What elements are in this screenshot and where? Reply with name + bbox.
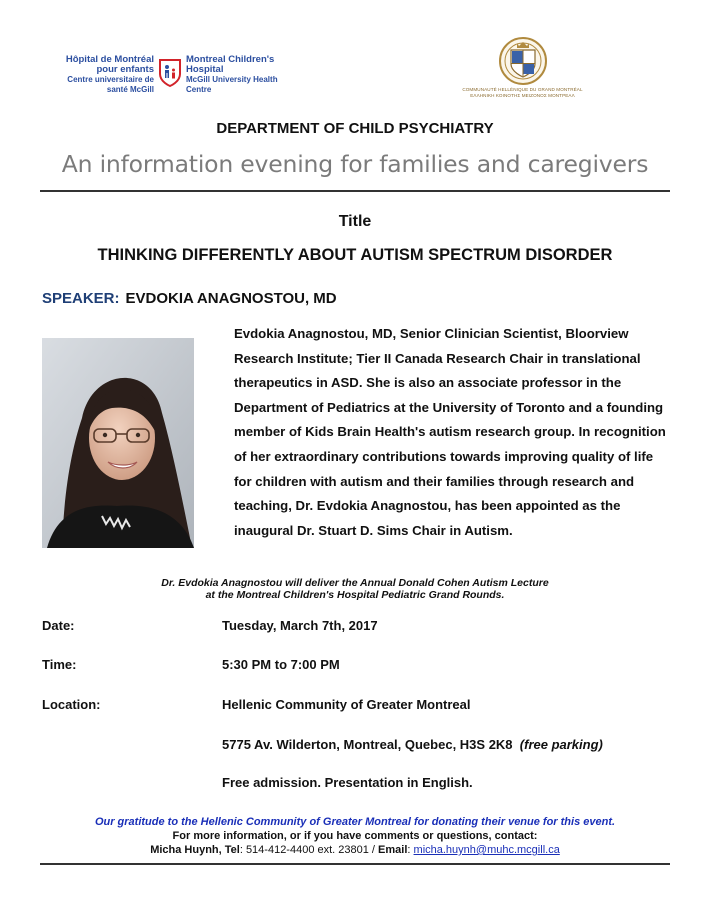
email-sep: : bbox=[407, 844, 414, 856]
email-label: Email bbox=[378, 844, 408, 856]
hellenic-logo-text-line1: COMMUNAUTÉ HELLÉNIQUE DU GRAND MONTRÉAL bbox=[462, 87, 583, 92]
event-subtitle: An information evening for families and caregivers bbox=[61, 150, 649, 178]
hospital-name-fr-text: Hôpital de Montréal pour enfants bbox=[65, 54, 154, 75]
gratitude-note: Our gratitude to the Hellenic Community of Greater Montreal for donating their venue for this event. bbox=[94, 816, 616, 828]
speaker-line bbox=[42, 290, 337, 307]
time-label: Time: bbox=[42, 657, 77, 672]
contact-tel: : 514-412-4400 ext. 23801 / bbox=[239, 844, 379, 856]
contact-name: Micha Huynh, Tel bbox=[150, 844, 240, 856]
top-divider bbox=[40, 190, 670, 192]
location-label: Location: bbox=[42, 697, 101, 712]
talk-title: THINKING DIFFERENTLY ABOUT AUTISM SPECTRUM DISORDER bbox=[97, 246, 613, 264]
date-value: Tuesday, March 7th, 2017 bbox=[222, 618, 378, 633]
title-label: Title bbox=[338, 213, 372, 230]
hospital-logo bbox=[62, 55, 292, 105]
lecture-note-line2: at the Montreal Children's Hospital Pediatric Grand Rounds. bbox=[205, 589, 505, 601]
hellenic-crest-icon bbox=[498, 36, 548, 86]
lecture-note bbox=[0, 577, 710, 601]
contact-line bbox=[0, 844, 710, 856]
address-text: 5775 Av. Wilderton, Montreal, Quebec, H3S 2K8 bbox=[222, 737, 513, 752]
hospital-sub-fr-text: Centre universitaire de santé McGill bbox=[67, 75, 154, 94]
contact-email-link[interactable]: micha.huynh@muhc.mcgill.ca bbox=[413, 844, 560, 856]
hospital-name-en-text: Montreal Children's Hospital bbox=[186, 54, 275, 75]
hellenic-logo-text bbox=[455, 87, 590, 99]
parking-note: (free parking) bbox=[519, 737, 603, 752]
time-value: 5:30 PM to 7:00 PM bbox=[222, 657, 340, 672]
department-title: DEPARTMENT OF CHILD PSYCHIATRY bbox=[216, 120, 494, 137]
admission-note: Free admission. Presentation in English. bbox=[222, 775, 473, 790]
bottom-divider bbox=[40, 863, 670, 865]
speaker-photo bbox=[42, 338, 194, 548]
speaker-portrait-image bbox=[42, 338, 194, 548]
lecture-note-line1: Dr. Evdokia Anagnostou will deliver the Annual Donald Cohen Autism Lecture bbox=[161, 577, 549, 589]
hospital-name-en bbox=[186, 55, 296, 95]
speaker-name: EVDOKIA ANAGNOSTOU, MD bbox=[125, 290, 337, 307]
location-address bbox=[222, 737, 603, 752]
speaker-label: SPEAKER: bbox=[42, 290, 120, 307]
hospital-sub-en-text: McGill University Health Centre bbox=[186, 75, 278, 94]
speaker-bio: Evdokia Anagnostou, MD, Senior Clinician Scientist, Bloorview Research Institute; Tier II Canada Research Chair in translational therapeutics in ASD. She is also an associate professor in the Department of Pediatrics at the University of Toronto and a founding member of Kids Brain Health's autism research group. In recognition of her extraordinary contributions towards improving quality of life for children with autism and their families through research and teaching, Dr. Evdokia Anagnostou, has been appointed as the inaugural Dr. Stuart D. Sims Chair in Autism. bbox=[234, 326, 666, 538]
date-label: Date: bbox=[42, 618, 75, 633]
hellenic-logo-text-line2: ΕΛΛΗΝΙΚΗ ΚΟΙΝΟΤΗΣ ΜΕΙΖΟΝΟΣ ΜΟΝΤΡΕΑΛ bbox=[470, 93, 575, 98]
more-info-text: For more information, or if you have comments or questions, contact: bbox=[172, 830, 538, 842]
hospital-emblem-icon bbox=[158, 58, 182, 88]
location-name: Hellenic Community of Greater Montreal bbox=[222, 697, 471, 712]
hellenic-community-logo bbox=[455, 36, 590, 106]
hospital-name-fr bbox=[62, 55, 154, 95]
